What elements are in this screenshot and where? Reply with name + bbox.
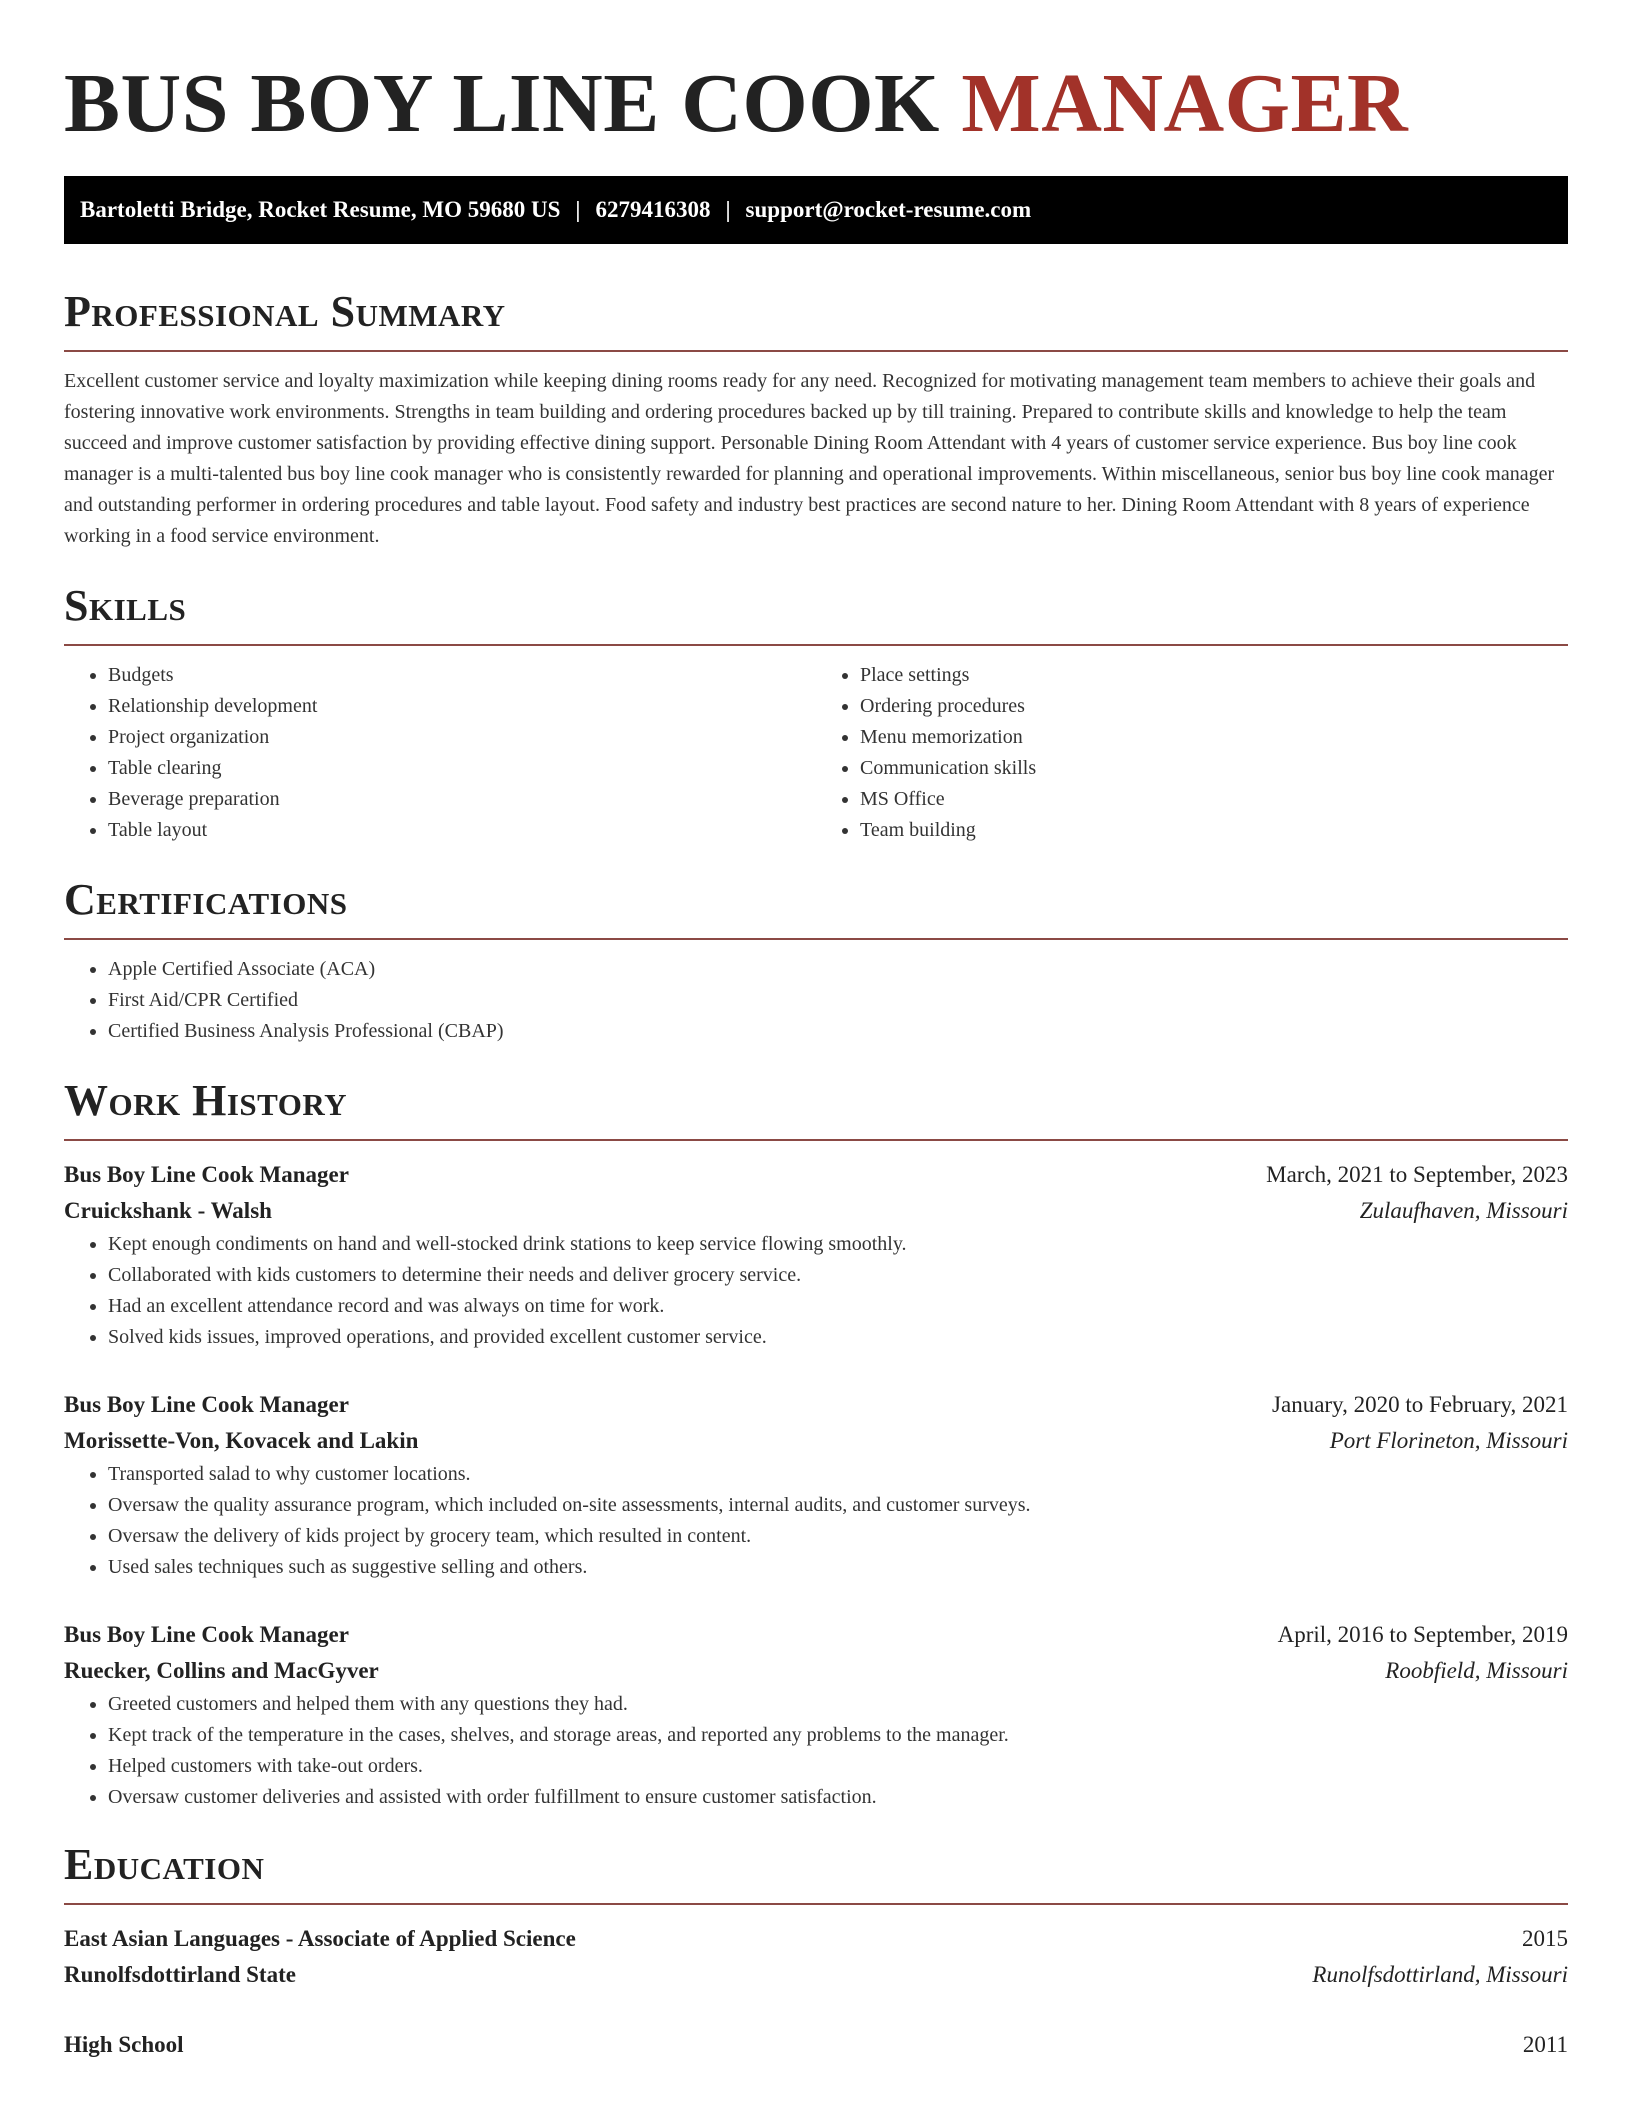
section-title-summary: Professional Summary bbox=[64, 287, 506, 336]
job-bullet: • Kept enough condiments on hand and well-stocked drink stations to keep service flowing smoothly. bbox=[108, 1229, 1568, 1260]
skill-item: • Beverage preparation bbox=[108, 784, 816, 815]
skill-item: • Menu memorization bbox=[860, 722, 1568, 753]
job-location: Zulaufhaven, Missouri bbox=[1359, 1198, 1568, 1223]
name-main: BUS BOY LINE COOK bbox=[64, 57, 940, 150]
work-history-section bbox=[64, 1075, 1568, 1813]
job-entry bbox=[64, 1387, 1568, 1583]
job-bullet: • Had an excellent attendance record and was always on time for work. bbox=[108, 1291, 1568, 1322]
job-bullet: • Oversaw the quality assurance program, which included on-site assessments, internal audits, and customer surveys. bbox=[108, 1490, 1568, 1521]
job-bullet: • Kept track of the temperature in the cases, shelves, and storage areas, and reported any problems to the manager. bbox=[108, 1720, 1568, 1751]
skill-item: • MS Office bbox=[860, 784, 1568, 815]
contact-separator: | bbox=[575, 197, 581, 222]
job-title: Bus Boy Line Cook Manager bbox=[64, 1622, 349, 1647]
job-bullet: • Solved kids issues, improved operations, and provided excellent customer service. bbox=[108, 1322, 1568, 1353]
education-header bbox=[64, 2027, 1568, 2063]
section-divider bbox=[64, 644, 1568, 646]
skills-section bbox=[64, 580, 1568, 846]
job-location: Port Florineton, Missouri bbox=[1329, 1428, 1568, 1453]
education-degree: High School bbox=[64, 2032, 184, 2057]
job-bullet: • Oversaw customer deliveries and assisted with order fulfillment to ensure customer satisfaction. bbox=[108, 1782, 1568, 1813]
job-bullet: • Collaborated with kids customers to determine their needs and deliver grocery service. bbox=[108, 1260, 1568, 1291]
skill-item: • Table clearing bbox=[108, 753, 816, 784]
section-divider bbox=[64, 1903, 1568, 1905]
skill-item: • Place settings bbox=[860, 660, 1568, 691]
section-title-skills: Skills bbox=[64, 581, 187, 630]
job-company: Ruecker, Collins and MacGyver bbox=[64, 1658, 379, 1683]
job-subheader bbox=[64, 1423, 1568, 1459]
contact-email: support@rocket-resume.com bbox=[745, 197, 1032, 222]
job-subheader bbox=[64, 1653, 1568, 1689]
education-section bbox=[64, 1839, 1568, 2063]
skill-item: • Table layout bbox=[108, 815, 816, 846]
job-header bbox=[64, 1617, 1568, 1653]
job-bullets bbox=[64, 1459, 1568, 1583]
skills-list-right bbox=[816, 660, 1568, 846]
skill-item: • Communication skills bbox=[860, 753, 1568, 784]
education-school: Runolfsdottirland State bbox=[64, 1962, 296, 1987]
job-entry bbox=[64, 1157, 1568, 1353]
certification-item: • Apple Certified Associate (ACA) bbox=[108, 954, 1568, 985]
summary-text: Excellent customer service and loyalty maximization while keeping dining rooms ready for any need. Recognized for motivating management team members to achieve their goals and fostering innovative work environments. Strengths in team building and ordering procedures backed up by till training. Prepared to contribute skills and knowledge to help the team succeed and improve customer satisfaction by providing effective dining support. Personable Dining Room Attendant with 4 years of customer service experience. Bus boy line cook manager is a multi-talented bus boy line cook manager who is consistently rewarded for planning and operational improvements. Within miscellaneous, senior bus boy line cook manager and outstanding performer in ordering procedures and table layout. Food safety and industry best practices are second nature to her. Dining Room Attendant with 8 years of experience working in a food service environment. bbox=[64, 370, 1555, 547]
job-bullet: • Used sales techniques such as suggestive selling and others. bbox=[108, 1552, 1568, 1583]
education-year: 2015 bbox=[1522, 1926, 1568, 1951]
section-title-work-history: Work History bbox=[64, 1076, 348, 1125]
job-bullet: • Helped customers with take-out orders. bbox=[108, 1751, 1568, 1782]
certification-item: • Certified Business Analysis Professional (CBAP) bbox=[108, 1016, 1568, 1047]
job-title: Bus Boy Line Cook Manager bbox=[64, 1162, 349, 1187]
section-title-education: Education bbox=[64, 1840, 265, 1889]
job-header bbox=[64, 1157, 1568, 1193]
education-entry bbox=[64, 1921, 1568, 1993]
skill-item: • Project organization bbox=[108, 722, 816, 753]
job-dates: April, 2016 to September, 2019 bbox=[1277, 1622, 1568, 1647]
skill-item: • Relationship development bbox=[108, 691, 816, 722]
section-title-certifications: Certifications bbox=[64, 875, 348, 924]
summary-section bbox=[64, 286, 1568, 552]
education-degree: East Asian Languages - Associate of Applied Science bbox=[64, 1926, 576, 1951]
certification-item: • First Aid/CPR Certified bbox=[108, 985, 1568, 1016]
job-title: Bus Boy Line Cook Manager bbox=[64, 1392, 349, 1417]
job-company: Morissette-Von, Kovacek and Lakin bbox=[64, 1428, 419, 1453]
skill-item: • Budgets bbox=[108, 660, 816, 691]
education-subheader bbox=[64, 1957, 1568, 1993]
contact-separator: | bbox=[725, 197, 731, 222]
certifications-list bbox=[64, 954, 1568, 1047]
section-divider bbox=[64, 938, 1568, 940]
section-divider bbox=[64, 350, 1568, 352]
education-location: Runolfsdottirland, Missouri bbox=[1312, 1962, 1568, 1987]
job-entry bbox=[64, 1617, 1568, 1813]
job-dates: March, 2021 to September, 2023 bbox=[1266, 1162, 1568, 1187]
skills-columns bbox=[64, 660, 1568, 846]
job-subheader bbox=[64, 1193, 1568, 1229]
job-location: Roobfield, Missouri bbox=[1385, 1658, 1568, 1683]
job-bullet: • Oversaw the delivery of kids project by grocery team, which resulted in content. bbox=[108, 1521, 1568, 1552]
skill-item: • Team building bbox=[860, 815, 1568, 846]
job-header bbox=[64, 1387, 1568, 1423]
education-year: 2011 bbox=[1522, 2032, 1568, 2057]
education-header bbox=[64, 1921, 1568, 1957]
skill-item: • Ordering procedures bbox=[860, 691, 1568, 722]
job-bullet: • Greeted customers and helped them with any questions they had. bbox=[108, 1689, 1568, 1720]
job-bullets bbox=[64, 1229, 1568, 1353]
name-accent: MANAGER bbox=[961, 57, 1409, 150]
contact-phone: 6279416308 bbox=[595, 197, 711, 222]
job-bullets bbox=[64, 1689, 1568, 1813]
contact-address: Bartoletti Bridge, Rocket Resume, MO 59680 US bbox=[80, 197, 561, 222]
section-divider bbox=[64, 1139, 1568, 1141]
job-company: Cruickshank - Walsh bbox=[64, 1198, 272, 1223]
job-dates: January, 2020 to February, 2021 bbox=[1272, 1392, 1568, 1417]
contact-bar bbox=[64, 176, 1568, 244]
candidate-name bbox=[64, 56, 1568, 152]
job-bullet: • Transported salad to why customer locations. bbox=[108, 1459, 1568, 1490]
certifications-section bbox=[64, 874, 1568, 1047]
education-entry bbox=[64, 2027, 1568, 2063]
skills-list-left bbox=[64, 660, 816, 846]
